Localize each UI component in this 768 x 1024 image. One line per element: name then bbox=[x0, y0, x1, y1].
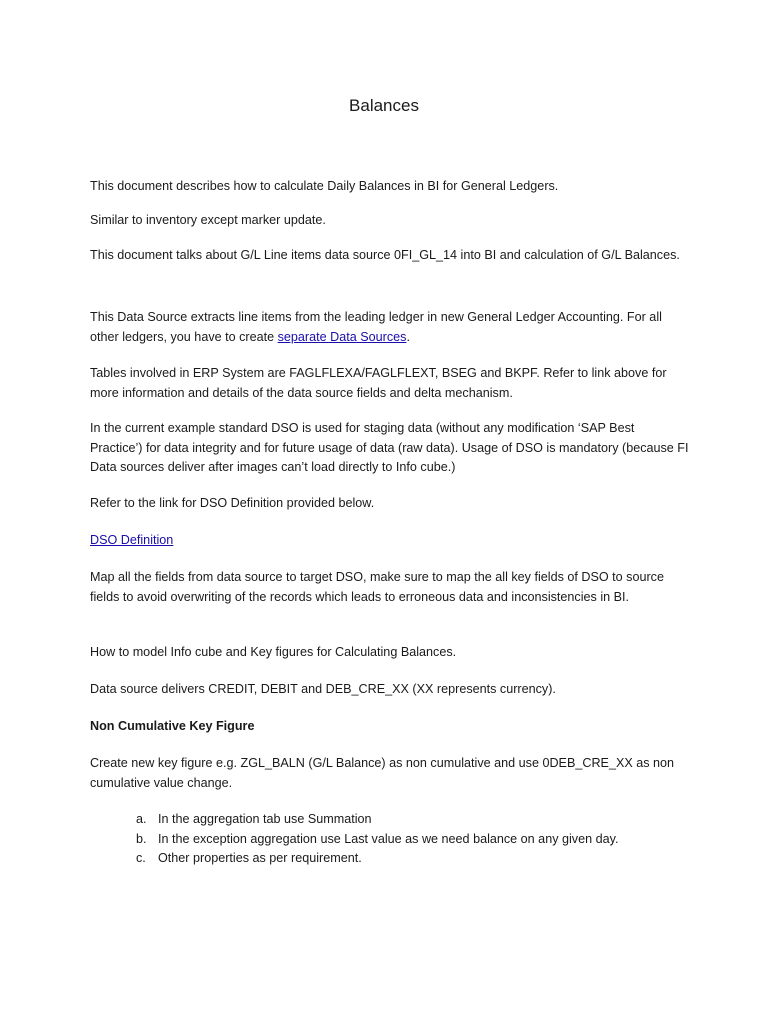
list-item-text: In the aggregation tab use Summation bbox=[158, 812, 372, 826]
paragraph-inventory-note: Similar to inventory except marker update. bbox=[90, 213, 326, 227]
paragraph-extraction-text: This Data Source extracts line items from the leading ledger in new General Ledger Accounting. For all other ledgers, you have to create bbox=[90, 310, 662, 344]
list-item bbox=[136, 849, 696, 869]
list-marker: a. bbox=[136, 812, 147, 826]
paragraph-create-key-figure: Create new key figure e.g. ZGL_BALN (G/L Balance) as non cumulative and use 0DEB_CRE_XX as non cumulative value change. bbox=[90, 756, 675, 790]
properties-list bbox=[136, 810, 696, 869]
list-marker: c. bbox=[136, 851, 146, 865]
list-marker: b. bbox=[136, 831, 147, 846]
paragraph-model-cube: How to model Info cube and Key figures for Calculating Balances. bbox=[90, 645, 457, 659]
paragraph-data-source-fields: Data source delivers CREDIT, DEBIT and DEB_CRE_XX (XX represents currency). bbox=[90, 682, 556, 696]
paragraph-field-mapping: Map all the fields from data source to target DSO, make sure to map the all key fields of DSO to source fields to avoid overwriting of the records which leads to erroneous data and inconsistencies in BI. bbox=[90, 570, 664, 604]
dso-definition-link[interactable]: DSO Definition bbox=[90, 533, 174, 547]
dso-definition-paragraph bbox=[90, 531, 690, 551]
paragraph-extraction-end: . bbox=[406, 329, 410, 344]
list-item-text: Other properties as per requirement. bbox=[158, 851, 362, 865]
paragraph-intro: This document describes how to calculate Daily Balances in BI for General Ledgers. bbox=[90, 179, 559, 193]
paragraph-data-source: This document talks about G/L Line items data source 0FI_GL_14 into BI and calculation of G/L Balances. bbox=[90, 248, 680, 262]
list-item bbox=[136, 810, 696, 830]
document-title: Balances bbox=[349, 96, 419, 115]
paragraph-extraction bbox=[90, 308, 690, 347]
heading-non-cumulative-key-figure: Non Cumulative Key Figure bbox=[90, 719, 255, 733]
list-item-text: In the exception aggregation use Last value as we need balance on any given day. bbox=[158, 831, 619, 846]
separate-data-sources-link[interactable]: separate Data Sources bbox=[277, 329, 407, 344]
paragraph-dso-usage: In the current example standard DSO is used for staging data (without any modification ‘SAP Best Practice’) for data integrity and for future usage of data (raw data). Usage of DSO is mandatory (because FI Data sources deliver after images can’t load directly to Info cube.) bbox=[90, 421, 689, 474]
paragraph-dso-reference: Refer to the link for DSO Definition provided below. bbox=[90, 496, 375, 510]
paragraph-tables: Tables involved in ERP System are FAGLFLEXA/FAGLFLEXT, BSEG and BKPF. Refer to link above for more information and details of the data source fields and delta mechanism. bbox=[90, 366, 667, 400]
list-item bbox=[136, 830, 696, 850]
